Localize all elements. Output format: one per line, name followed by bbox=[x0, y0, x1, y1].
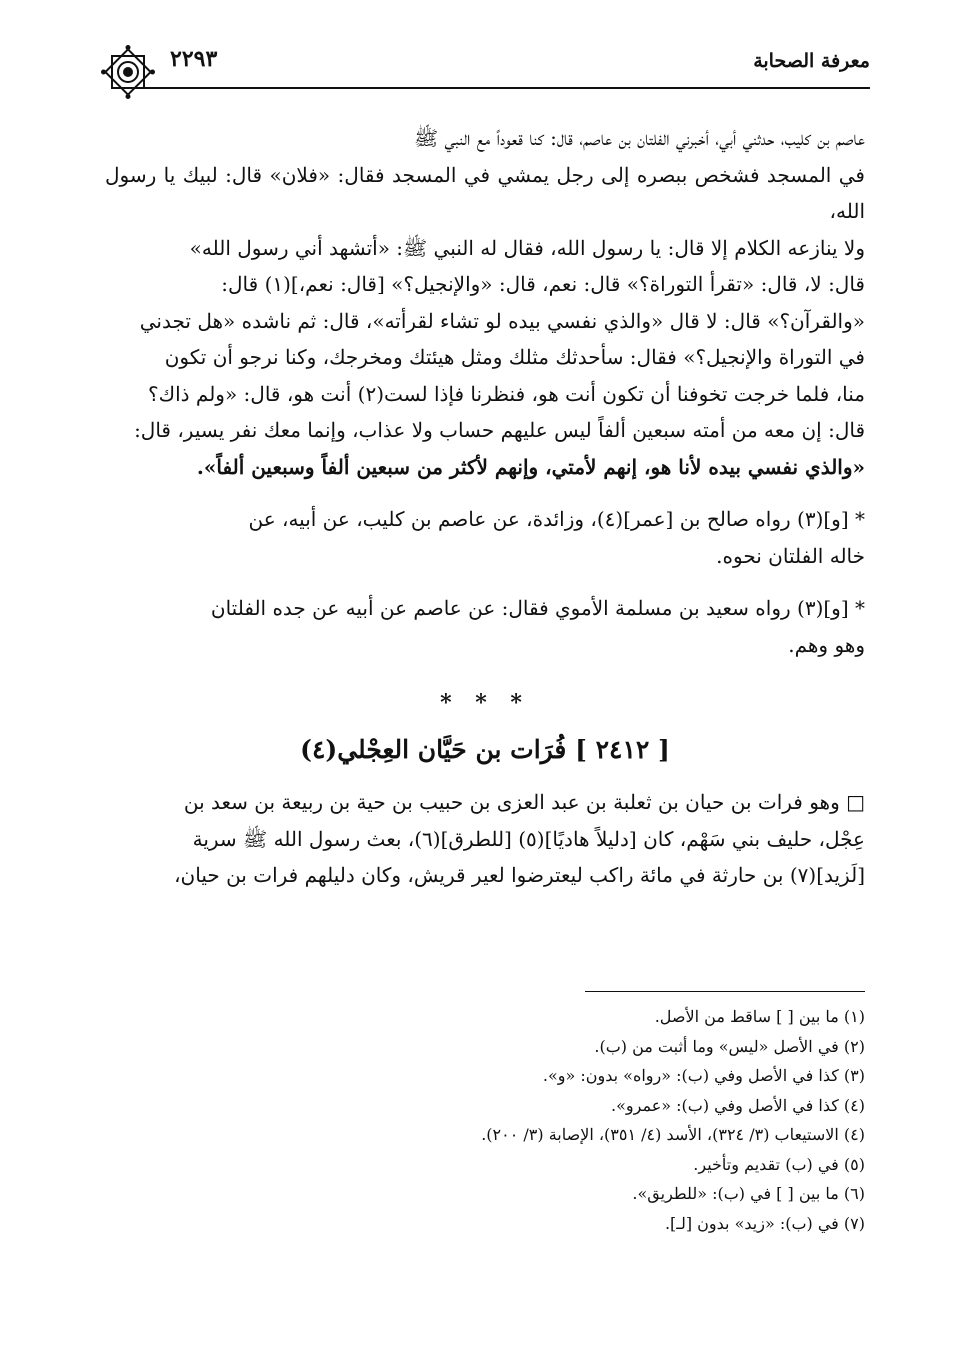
footnote: (٧) في (ب): «زيد» بدون [لـ]. bbox=[664, 1213, 865, 1233]
main-text bbox=[105, 120, 865, 894]
footnote: (٤) كذا في الأصل وفي (ب): «عمرو». bbox=[611, 1095, 865, 1115]
running-title: معرفة الصحابة bbox=[753, 50, 870, 72]
footnote: (٦) ما بين [ ] في (ب): «للطريق». bbox=[632, 1184, 865, 1203]
hadith-line: في المسجد فشخص ببصره إلى رجل يمشي في المسجد فقال: «فلان» قال: لبيك يا رسول الله، bbox=[105, 162, 865, 223]
footnote: (٥) في (ب) تقديم وتأخير. bbox=[693, 1154, 865, 1174]
hadith-line: عاصم بن كليب، حدثني أبي، أخبرني الفلتان بن عاصم، قال: كنا قعوداً مع النبي ﷺ bbox=[414, 126, 865, 150]
narration-line: * [و](٣) رواه سعيد بن مسلمة الأموي فقال: عن عاصم عن أبيه عن جده الفلتان bbox=[210, 596, 865, 620]
section-separator: * * * bbox=[440, 690, 530, 716]
hadith-line: «والذي نفسي بيده لأنا هو، إنهم لأمتي، وإنهم لأكثر من سبعين ألفاً وسبعين ألفاً». bbox=[196, 454, 865, 479]
hadith-line: في التوراة والإنجيل؟» فقال: سأحدثك مثلك ومثل هيئتك ومخرجك، وكنا نرجو أن تكون bbox=[164, 345, 865, 369]
hadith-line: ولا ينازعه الكلام إلا قال: يا رسول الله، فقال له النبي ﷺ: «أتشهد أني رسول الله» bbox=[189, 235, 865, 260]
hadith-line: قال: إن معه من أمته سبعين ألفاً ليس عليهم حساب ولا عذاب، وإنما معك نفر يسير، قال: bbox=[134, 418, 865, 442]
header-rule bbox=[140, 87, 870, 89]
octagram-rosette-icon bbox=[100, 44, 156, 100]
entry-line: □ وهو فرات بن حيان بن ثعلبة بن عبد العزى بن حبيب بن حية بن ربيعة بن سعد بن bbox=[183, 790, 865, 814]
footnote: (٤) الاستيعاب (٣/ ٣٢٤)، الأسد (٤/ ٣٥١)، الإصابة (٣/ ٢٠٠). bbox=[481, 1125, 865, 1144]
hadith-line: «والقرآن؟» قال: لا قال «والذي نفسي بيده لو تشاء لقرأته»، قال: ثم ناشده «هل تجدني bbox=[139, 308, 865, 333]
hadith-line: قال: لا، قال: «تقرأ التوراة؟» قال: نعم، قال: «والإنجيل؟» [قال: نعم،](١) قال: bbox=[221, 272, 865, 296]
footnote: (٢) في الأصل «ليس» وما أثبت من (ب). bbox=[594, 1036, 865, 1056]
entry-line: [لَزيد](٧) بن حارثة في مائة راكب ليعترضوا لعير قريش، وكان دليلهم فرات بن حيان، bbox=[174, 863, 865, 887]
footnotes-rule bbox=[585, 991, 865, 992]
hadith-line: منا، فلما خرجت تخوفنا أن تكون أنت هو، فنظرنا فإذا لست(٢) أنت هو، قال: «ولم ذاك؟ bbox=[147, 381, 865, 406]
narration-line: وهو وهم. bbox=[788, 632, 865, 657]
page-number: ٢٢٩٣ bbox=[170, 46, 218, 72]
narration-line: * [و](٣) رواه صالح بن [عمر](٤)، وزائدة، عن عاصم بن كليب، عن أبيه، عن bbox=[248, 507, 865, 531]
footnotes bbox=[300, 1002, 865, 1238]
page-header bbox=[100, 40, 870, 102]
footnote: (١) ما بين [ ] ساقط من الأصل. bbox=[654, 1007, 865, 1026]
footnote: (٣) كذا في الأصل وفي (ب): «رواه» بدون: «و». bbox=[542, 1066, 865, 1085]
entry-line: عِجْل، حليف بني سَهْم، كان [دليلاً هاديًا](٥) [للطرق](٦)، بعث رسول الله ﷺ سرية bbox=[192, 826, 865, 851]
narration-line: خاله الفلتان نحوه. bbox=[716, 543, 865, 568]
entry-title: [ ٢٤١٢ ] فُرَات بن حَيَّان العِجْلي(٤) bbox=[300, 734, 670, 764]
